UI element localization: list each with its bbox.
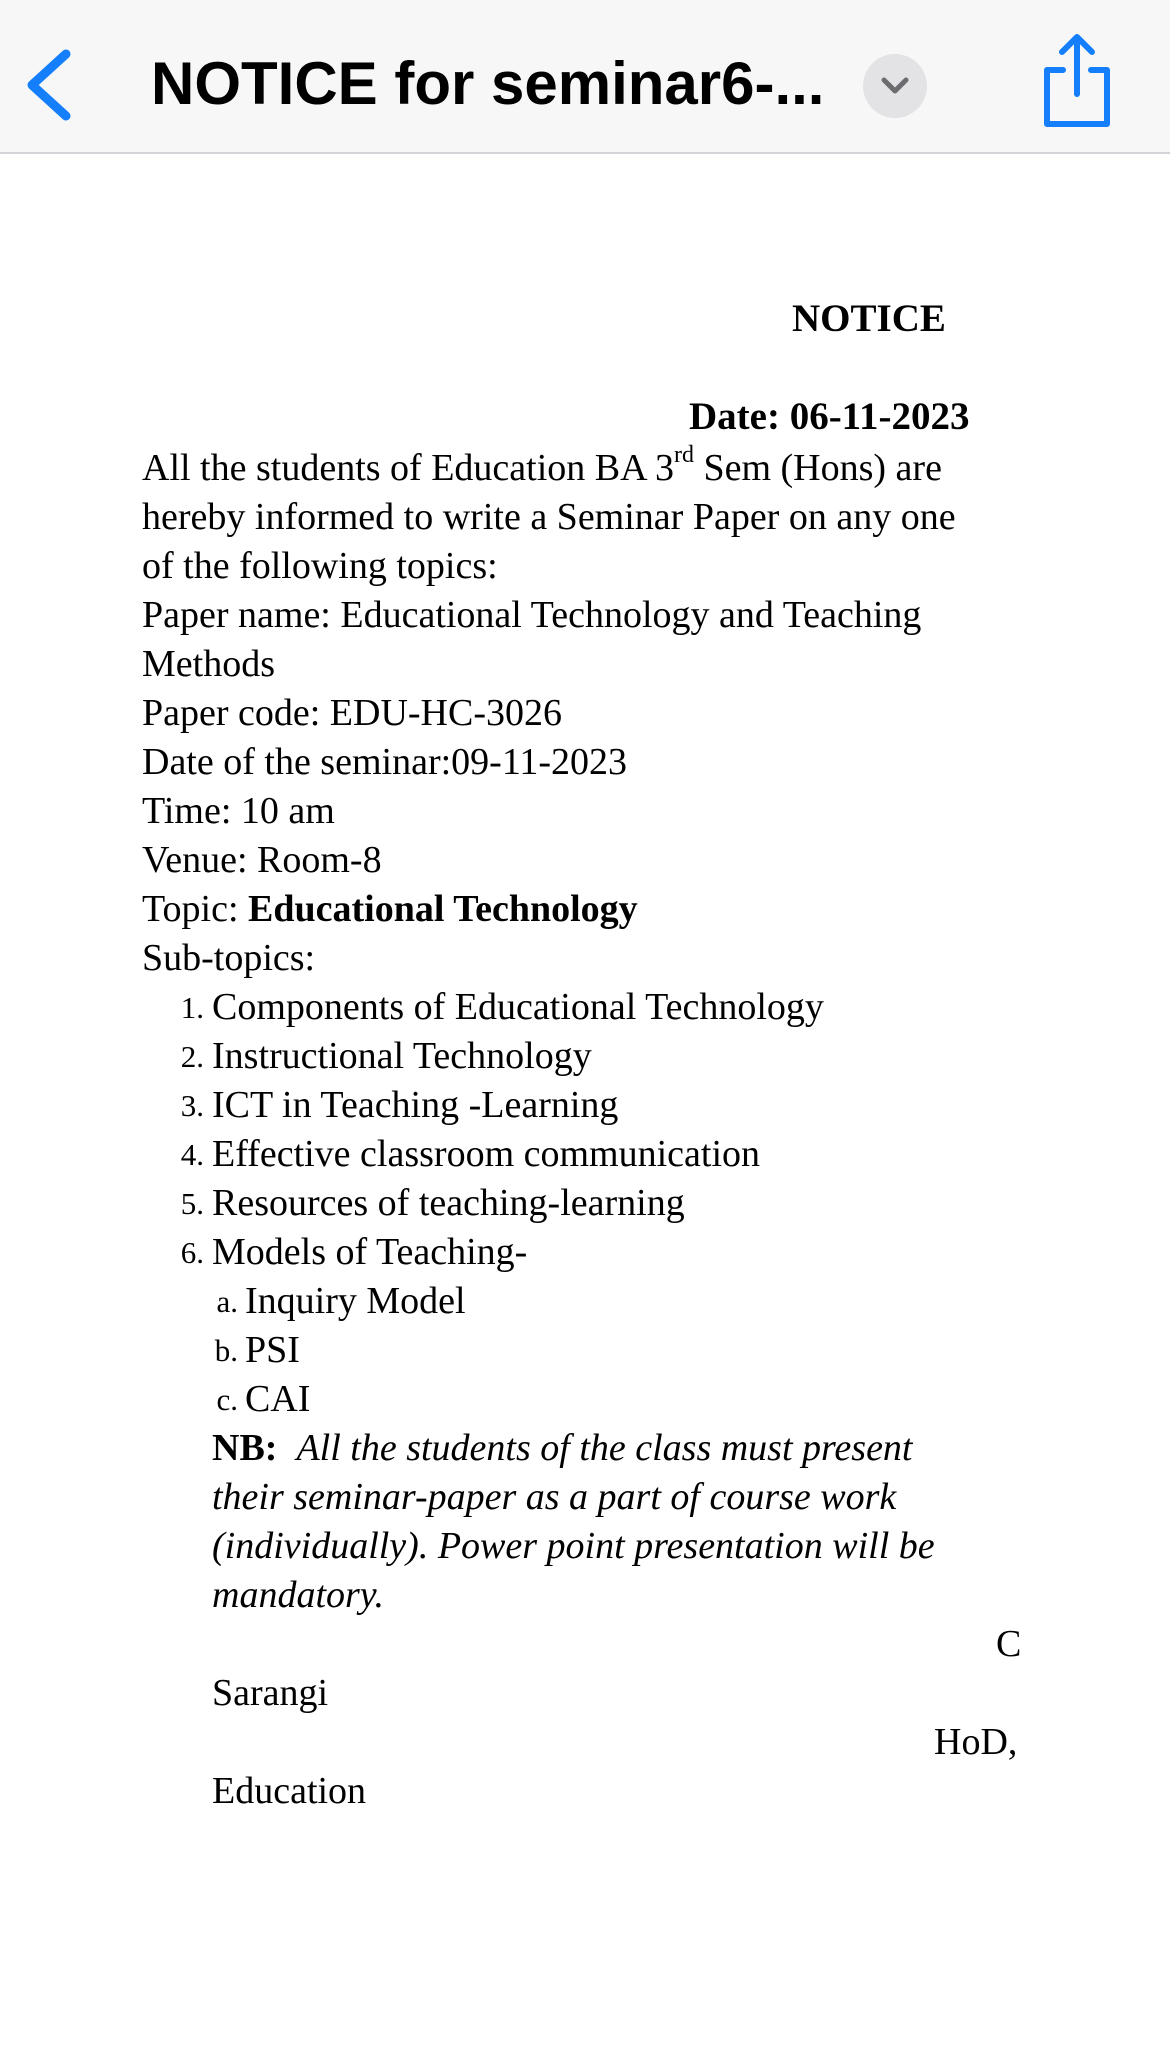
share-button[interactable] (1035, 30, 1119, 130)
signature-initial: C (996, 1623, 1022, 1665)
sub-list-item-letter: a. (216, 1284, 238, 1319)
sub-list-item: Inquiry Model (245, 1280, 466, 1322)
list-item: Resources of teaching-learning (212, 1182, 685, 1224)
chevron-left-icon (18, 38, 82, 132)
list-item: Instructional Technology (212, 1035, 592, 1077)
list-item: Components of Educational Technology (212, 986, 824, 1028)
paper-name-line-1: Paper name: Educational Technology and Teaching (142, 594, 922, 636)
title-menu-button[interactable] (863, 54, 927, 118)
notice-date: Date: 06-11-2023 (689, 395, 970, 438)
sub-list-item: CAI (245, 1378, 311, 1420)
list-item-number: 2. (180, 1039, 204, 1074)
nb-line-3: (individually). Power point presentation will be (212, 1525, 935, 1567)
sub-list-item-letter: c. (216, 1382, 238, 1417)
seminar-date: Date of the seminar:09-11-2023 (142, 741, 628, 783)
back-button[interactable] (18, 38, 82, 132)
sub-list-item-letter: b. (214, 1333, 238, 1368)
intro-text-line-2: hereby informed to write a Seminar Paper on any one (142, 496, 956, 538)
subtopics-label: Sub-topics: (142, 937, 316, 979)
intro-text-line-3: of the following topics: (142, 545, 498, 587)
sub-list-item: PSI (245, 1329, 300, 1371)
seminar-venue: Venue: Room-8 (142, 839, 382, 881)
signature-title: HoD, (934, 1721, 1018, 1763)
signature-department: Education (212, 1770, 367, 1812)
list-item: Effective classroom communication (212, 1133, 761, 1175)
seminar-time: Time: 10 am (142, 790, 335, 832)
list-item-number: 6. (180, 1235, 204, 1270)
chevron-down-icon (879, 73, 911, 99)
paper-code: Paper code: EDU-HC-3026 (142, 692, 563, 734)
intro-text-line-1: All the students of Education BA 3rd Sem (Hons) are (142, 442, 942, 489)
share-icon (1035, 30, 1119, 130)
topic-line: Topic: Educational Technology (142, 888, 638, 930)
navigation-bar (0, 0, 1170, 154)
list-item-number: 5. (180, 1186, 204, 1221)
notice-heading: NOTICE (792, 297, 946, 340)
document-title: NOTICE for seminar6-... (151, 50, 825, 117)
nb-line-1: NB: All the students of the class must present (212, 1427, 913, 1469)
list-item: Models of Teaching- (212, 1231, 528, 1273)
nb-label: NB: (212, 1427, 278, 1469)
list-item-number: 1. (180, 990, 204, 1025)
list-item: ICT in Teaching -Learning (212, 1084, 619, 1126)
list-item-number: 4. (180, 1137, 204, 1172)
nb-line-4: mandatory. (212, 1574, 385, 1616)
paper-name-line-2: Methods (142, 643, 275, 685)
list-item-number: 3. (180, 1088, 204, 1123)
topic-value: Educational Technology (248, 888, 638, 930)
signature-name: Sarangi (212, 1672, 329, 1714)
nb-line-2: their seminar-paper as a part of course work (212, 1476, 897, 1518)
